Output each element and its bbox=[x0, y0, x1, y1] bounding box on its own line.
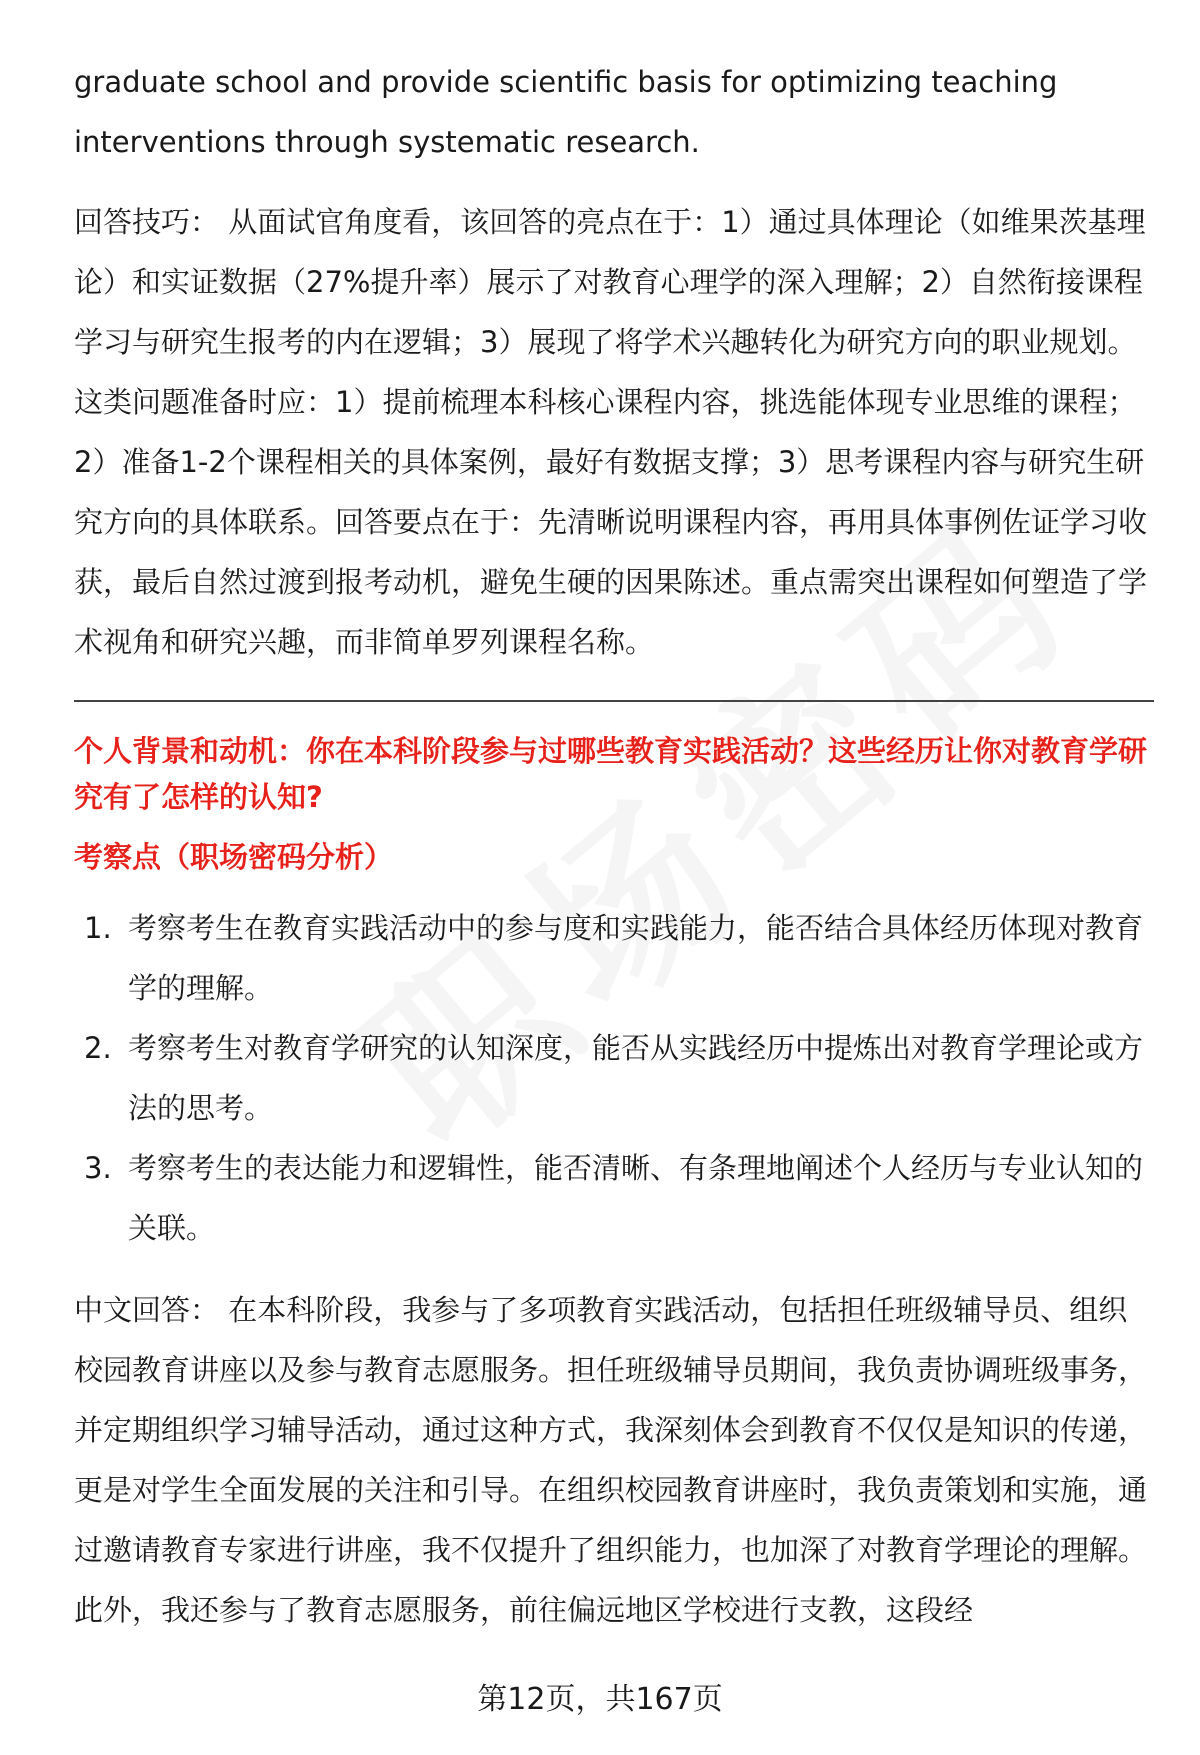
point-text: 考察考生对教育学研究的认知深度，能否从实践经历中提炼出对教育学理论或方法的思考。 bbox=[128, 1031, 1144, 1125]
point-number: 1. bbox=[84, 911, 112, 945]
point-number: 3. bbox=[84, 1151, 112, 1185]
analysis-point bbox=[74, 898, 1154, 1018]
answer-paragraph: 中文回答： 在本科阶段，我参与了多项教育实践活动，包括担任班级辅导员、组织校园教育讲座以及参与教育志愿服务。担任班级辅导员期间，我负责协调班级事务，并定期组织学习辅导活动，通过这种方式，我深刻体会到教育不仅仅是知识的传递，更是对学生全面发展的关注和引导。在组织校园教育讲座时，我负责策划和实施，通过邀请教育专家进行讲座，我不仅提升了组织能力，也加深了对教育学理论的理解。此外，我还参与了教育志愿服务，前往偏远地区学校进行支教，这段经 bbox=[74, 1293, 1148, 1627]
page-footer: 第12页，共167页 bbox=[477, 1682, 723, 1717]
point-text: 考察考生在教育实践活动中的参与度和实践能力，能否结合具体经历体现对教育学的理解。 bbox=[128, 911, 1144, 1005]
analysis-point bbox=[74, 1018, 1154, 1138]
page-content bbox=[74, 52, 1154, 1640]
point-text: 考察考生的表达能力和逻辑性，能否清晰、有条理地阐述个人经历与专业认知的关联。 bbox=[128, 1151, 1144, 1245]
tips-paragraph: 回答技巧： 从面试官角度看，该回答的亮点在于：1）通过具体理论（如维果茨基理论）和实证数据（27%提升率）展示了对教育心理学的深入理解；2）自然衔接课程学习与研究生报考的内在逻辑；3）展现了将学术兴趣转化为研究方向的职业规划。这类问题准备时应：1）提前梳理本科核心课程内容，挑选能体现专业思维的课程；2）准备1-2个课程相关的具体案例，最好有数据支撑；3）思考课程内容与研究生研究方向的具体联系。回答要点在于：先清晰说明课程内容，再用具体事例佐证学习收获，最后自然过渡到报考动机，避免生硬的因果陈述。重点需突出课程如何塑造了学术视角和研究兴趣，而非简单罗列课程名称。 bbox=[74, 205, 1148, 659]
analysis-subheading: 考察点（职场密码分析） bbox=[74, 840, 394, 874]
question-heading: 个人背景和动机：你在本科阶段参与过哪些教育实践活动？这些经历让你对教育学研究有了怎样的认知? bbox=[74, 734, 1148, 814]
intro-paragraph: graduate school and provide scientific basis for optimizing teaching interventions through systematic research. bbox=[74, 65, 1058, 159]
analysis-points-list bbox=[74, 898, 1154, 1258]
section-divider bbox=[74, 700, 1154, 702]
point-number: 2. bbox=[84, 1031, 112, 1065]
analysis-point bbox=[74, 1138, 1154, 1258]
